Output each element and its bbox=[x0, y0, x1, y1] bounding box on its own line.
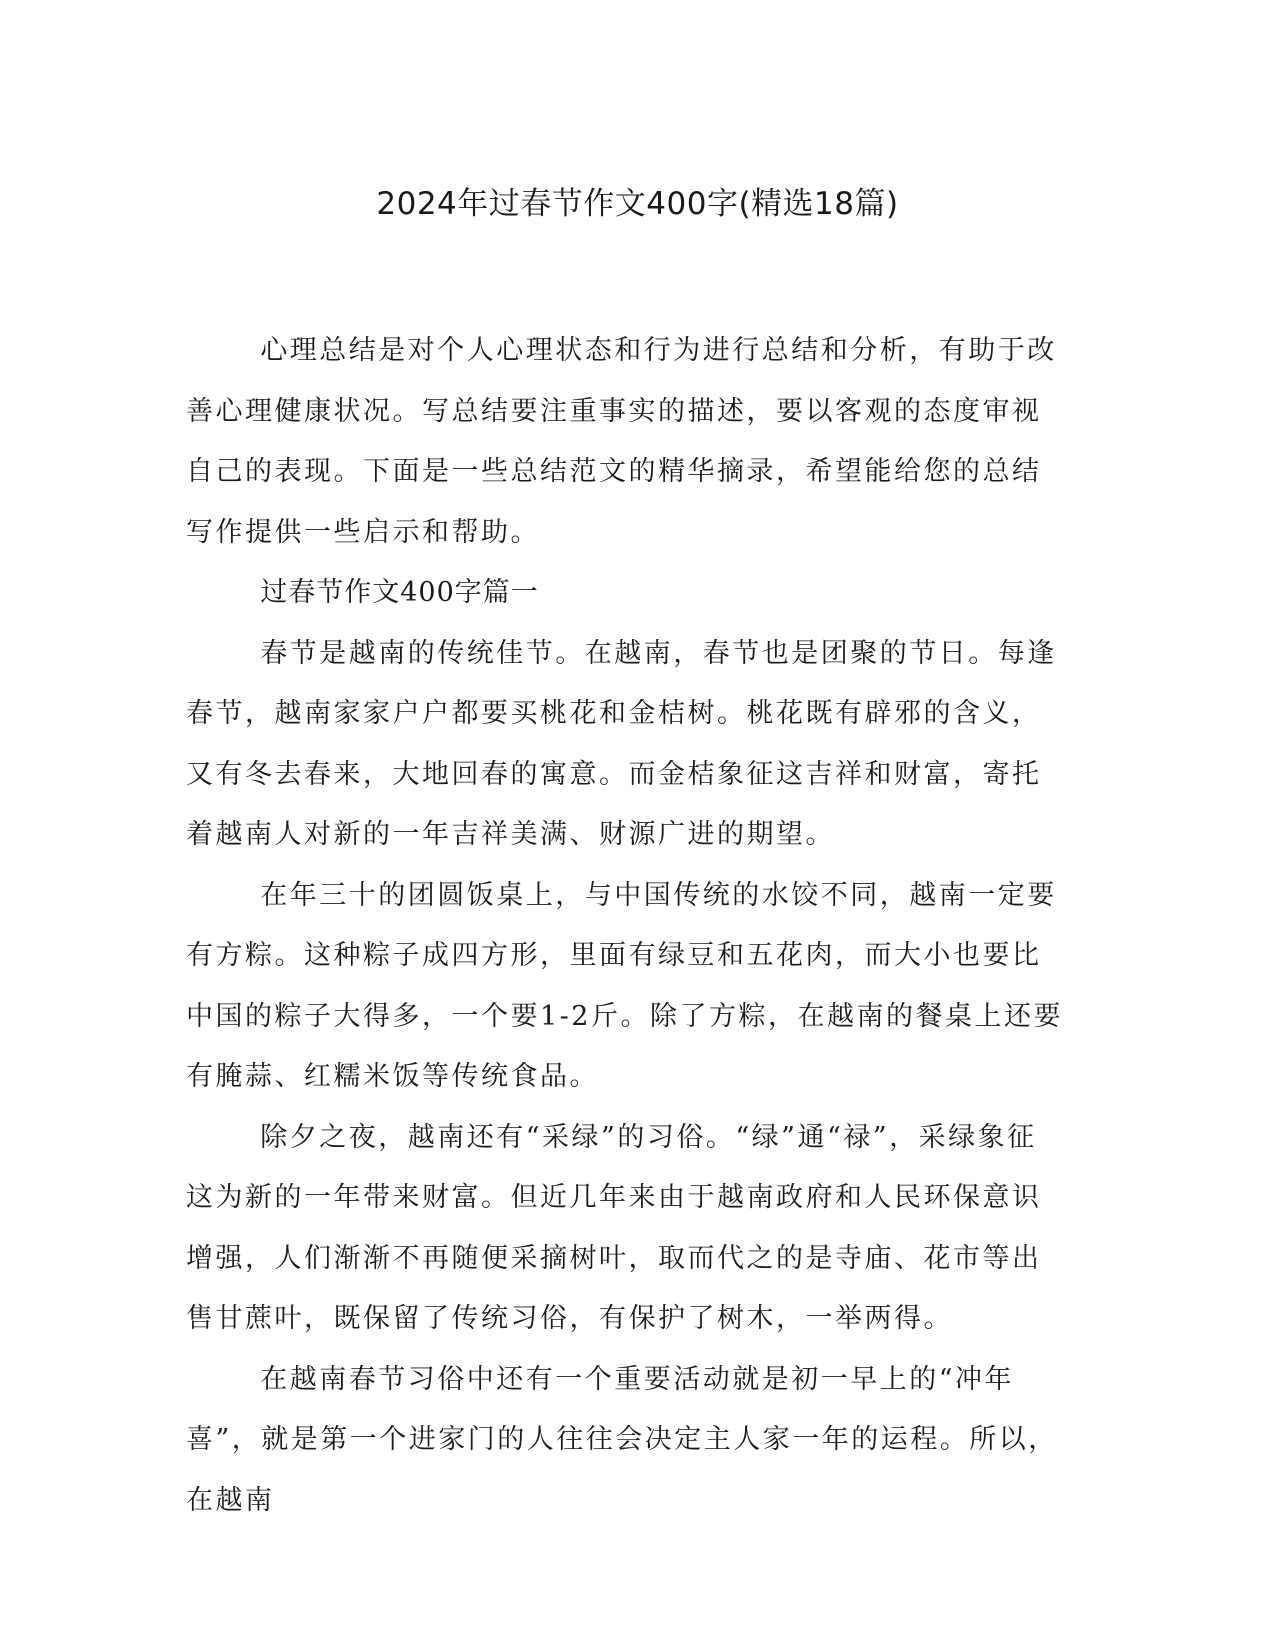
body-paragraph: 在越南春节习俗中还有一个重要活动就是初一早上的“冲年喜”，就是第一个进家门的人往往会决定主人家一年的运程。所以，在越南 bbox=[186, 1363, 1058, 1516]
document-title: 2024年过春节作文400字(精选18篇) bbox=[376, 186, 899, 222]
body-paragraph: 在年三十的团圆饭桌上，与中国传统的水饺不同，越南一定要有方粽。这种粽子成四方形，里面有绿豆和五花肉，而大小也要比中国的粽子大得多，一个要1-2斤。除了方粽，在越南的餐桌上还要有腌蒜、红糯米饭等传统食品。 bbox=[186, 879, 1063, 1092]
section-heading: 过春节作文400字篇一 bbox=[260, 577, 539, 608]
body-paragraph: 除夕之夜，越南还有“采绿”的习俗。“绿”通“禄”，采绿象征这为新的一年带来财富。但近几年来由于越南政府和人民环保意识增强，人们渐渐不再随便采摘树叶，取而代之的是寺庙、花市等出售甘蔗叶，既保留了传统习俗，有保护了树木，一举两得。 bbox=[186, 1121, 1042, 1334]
document-body bbox=[186, 321, 1066, 1531]
body-paragraph: 春节是越南的传统佳节。在越南，春节也是团聚的节日。每逢春节，越南家家户户都要买桃花和金桔树。桃花既有辟邪的含义，又有冬去春来，大地回春的寓意。而金桔象征这吉祥和财富，寄托着越南人对新的一年吉祥美满、财源广进的期望。 bbox=[186, 637, 1057, 850]
intro-paragraph: 心理总结是对个人心理状态和行为进行总结和分析，有助于改善心理健康状况。写总结要注重事实的描述，要以客观的态度审视自己的表现。下面是一些总结范文的精华摘录，希望能给您的总结写作提供一些启示和帮助。 bbox=[186, 335, 1057, 548]
